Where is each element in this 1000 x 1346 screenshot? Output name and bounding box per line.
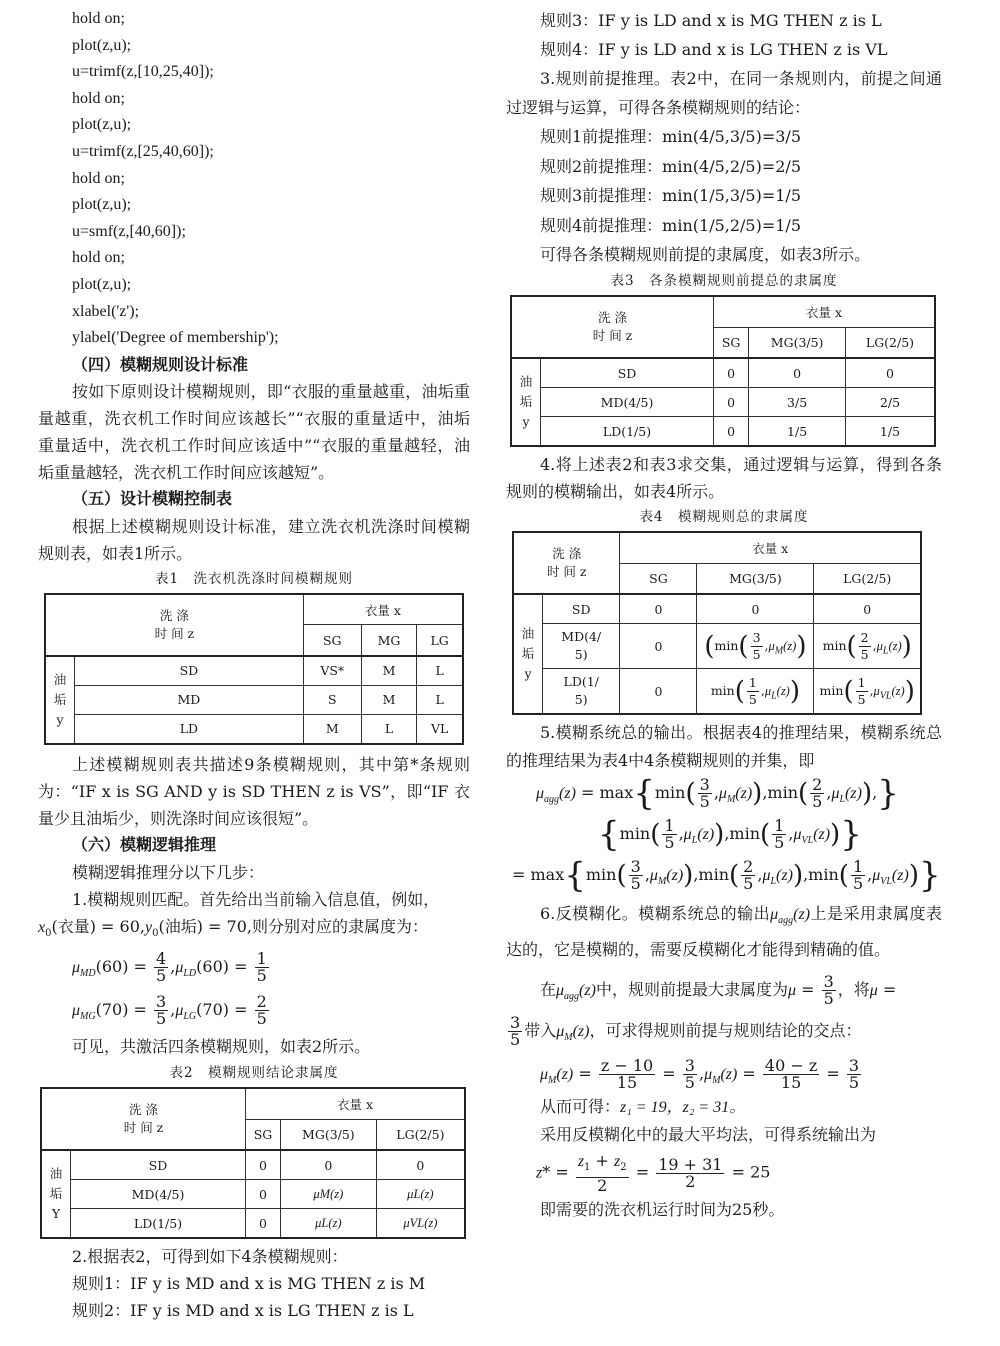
table1-cell: M bbox=[361, 685, 417, 714]
rule4-line: 规则4：IF y is LD and x is LG THEN z is VL bbox=[540, 40, 888, 59]
step6-paragraph: 6.反模糊化。模糊系统总的输出$\mu_{agg}(z)$上是采用隶属度表达的，它是模糊的，需要反模糊化才能得到精确的值。 bbox=[506, 903, 942, 959]
aggregation-equation-2: {min( $\frac{1}{5}$ $,\mu_L(z)),\min$( $\frac{1}{5}$ $,\mu_{VL}(z)$)} bbox=[598, 814, 862, 855]
section-5-paragraph: 根据上述模糊规则设计标准，建立洗衣机洗涤时间模糊规则表，如表1所示。 bbox=[38, 516, 470, 563]
code-line: ylabel('Degree of membership'); bbox=[72, 329, 279, 347]
aggregation-equation-3: = max{min( $\frac{3}{5}$ $,\mu_M(z)),\min$( $\frac{2}{5}$ $,\mu_L(z)),\min$( $\frac{1}{5}$ $,\mu_{VL}(z)$)} bbox=[512, 855, 941, 896]
code-line: plot(z,u); bbox=[72, 36, 132, 54]
table1-cell: VS* bbox=[303, 656, 361, 686]
table4-x-header: 衣量 x bbox=[620, 532, 921, 563]
defuzz-line-1: 在$\mu_{agg}(z)$中，规则前提最大隶属度为μ = $\frac{3}{5}$ ，将μ = bbox=[540, 971, 897, 1008]
step1-inputs: $x_0$(衣量) = $60,y_0$(油垢) = 70,则分别对应的隶属度为： bbox=[38, 916, 428, 939]
table1-cell: M bbox=[303, 714, 361, 744]
table4-col: MG(3/5) bbox=[697, 563, 814, 594]
premise-2: 规则2前提推理：min(4/5,2/5)=2/5 bbox=[540, 156, 802, 176]
table3-col: SG bbox=[714, 327, 749, 358]
table4-caption: 表4 模糊规则总的隶属度 bbox=[639, 509, 809, 525]
table3-cell: 3/5 bbox=[749, 388, 846, 417]
table1-col: MG bbox=[361, 625, 417, 656]
code-line: plot(z,u); bbox=[72, 116, 132, 134]
table1-corner: 洗 涤 时 间 z bbox=[45, 594, 303, 656]
equation-2: $\mu_{MG}(70)$ = $\frac{3}{5}$ $,\mu_{LG}(70)$ = $\frac{2}{5}$ bbox=[72, 991, 267, 1028]
table3-cell: 0 bbox=[714, 358, 749, 388]
table3-cell: 2/5 bbox=[845, 388, 935, 417]
code-line: hold on; bbox=[72, 89, 125, 107]
table1-caption: 表1 洗衣机洗涤时间模糊规则 bbox=[154, 570, 354, 587]
right-column bbox=[506, 6, 942, 1224]
table2-cell: 0 bbox=[376, 1150, 465, 1180]
table2-corner: 洗 涤 时 间 z bbox=[41, 1088, 246, 1150]
table4 bbox=[512, 531, 922, 715]
table3-cell: 0 bbox=[749, 358, 846, 388]
step2-line: 2.根据表2，可得到如下4条模糊规则： bbox=[72, 1247, 348, 1267]
table2-row-label: MD(4/5) bbox=[71, 1180, 246, 1209]
table3-corner: 洗 涤 时 间 z bbox=[511, 296, 714, 358]
table4-y-header: 油 垢 y bbox=[513, 594, 543, 714]
aggregation-equation-1: $\mu_{agg}(z) = \max\{\min$( $\frac{3}{5}$ $,\mu_M(z)),\min$( $\frac{2}{5}$ $,\mu_L(z)$),} bbox=[536, 773, 899, 814]
step3-end: 可得各条模糊规则前提的隶属度，如表3所示。 bbox=[540, 245, 871, 264]
table2-x-header: 衣量 x bbox=[246, 1088, 465, 1119]
table1-cell: VL bbox=[417, 714, 463, 744]
intersection-equation: $\mu_M(z)$ = $\frac{z - 10}{15}$ = $\frac{3}{5}$ $,\mu_M(z)$ = $\frac{40 - z}{15}$ = $\frac{3}{5}$ bbox=[540, 1056, 860, 1093]
after-table1-paragraph: 上述模糊规则表共描述9条模糊规则，其中第*条规则为：“IF x is SG AND y is SD THEN z is VS”，即“IF 衣量少且油垢少，则洗涤时间应该很短”。 bbox=[38, 754, 470, 828]
table2-col: LG(2/5) bbox=[376, 1119, 465, 1150]
table4-row-label: LD(1/ 5) bbox=[543, 669, 620, 715]
table2-col: MG(3/5) bbox=[280, 1119, 376, 1150]
premise-1: 规则1前提推理：min(4/5,3/5)=3/5 bbox=[540, 127, 802, 146]
table3-x-header: 衣量 x bbox=[714, 296, 935, 327]
table4-cell: 0 bbox=[697, 594, 814, 624]
rule1-line: 规则1：IF y is MD and x is MG THEN z is M bbox=[72, 1274, 426, 1294]
table2 bbox=[40, 1087, 466, 1239]
code-line: plot(z,u); bbox=[72, 196, 132, 214]
table2-cell: μVL(z) bbox=[376, 1209, 465, 1239]
table4-corner: 洗 涤 时 间 z bbox=[513, 532, 620, 594]
table3-col: MG(3/5) bbox=[749, 327, 846, 358]
table4-cell: (min( $\frac{3}{5}$ $,\mu_M(z)$) bbox=[697, 624, 814, 669]
table3-col: LG(2/5) bbox=[845, 327, 935, 358]
rule3-line: 规则3：IF y is LD and x is MG THEN z is L bbox=[540, 11, 882, 30]
table1-col: LG bbox=[417, 625, 463, 656]
table2-cell: μL(z) bbox=[376, 1180, 465, 1209]
code-line: u=trimf(z,[25,40,60]); bbox=[72, 142, 214, 160]
code-line: hold on; bbox=[72, 169, 125, 187]
step5-paragraph: 5.模糊系统总的输出。根据表4的推理结果，模糊系统总的推理结果为表4中4条模糊规则的并集，即 bbox=[506, 723, 942, 770]
section-4-paragraph: 按如下原则设计模糊规则，即“衣服的重量越重，油垢重量越重，洗衣机工作时间应该越长”“衣服的重量适中，油垢重量适中，洗衣机工作时间应该适中”“衣服的重量越轻，油垢重量越轻，洗衣机工作时间应该越短”。 bbox=[38, 382, 470, 483]
table2-cell: 0 bbox=[246, 1150, 281, 1180]
table3-cell: 0 bbox=[714, 388, 749, 417]
table1-col: SG bbox=[303, 625, 361, 656]
rule2-line: 规则2：IF y is MD and x is LG THEN z is L bbox=[72, 1301, 414, 1321]
table3-cell: 0 bbox=[845, 358, 935, 388]
table4-cell: min( $\frac{1}{5}$ $,\mu_{VL}(z)$) bbox=[814, 669, 921, 715]
step3-paragraph: 3.规则前提推理。表2中，在同一条规则内，前提之间通过逻辑与运算，可得各条模糊规则的结论： bbox=[506, 69, 942, 117]
code-line: u=trimf(z,[10,25,40]); bbox=[72, 63, 214, 81]
table1-x-header: 衣量 x bbox=[303, 594, 463, 625]
table4-cell: 0 bbox=[620, 594, 697, 624]
result-line: 从而可得：z₁ = 19，z₂ = 31。 bbox=[540, 1097, 746, 1117]
table4-cell: min( $\frac{2}{5}$ $,\mu_L(z)$) bbox=[814, 624, 921, 669]
section-5-title: （五）设计模糊控制表 bbox=[72, 489, 233, 509]
table1-cell: L bbox=[417, 685, 463, 714]
table2-cell: 0 bbox=[246, 1209, 281, 1239]
premise-4: 规则4前提推理：min(1/5,2/5)=1/5 bbox=[540, 215, 802, 235]
table3-caption: 表3 各条模糊规则前提总的隶属度 bbox=[610, 273, 838, 289]
defuzz-line-2: $\frac{3}{5}$ 带入$\mu_M(z)$，可求得规则前提与规则结论的交点： bbox=[510, 1012, 862, 1049]
table1-cell: M bbox=[361, 656, 417, 686]
table3 bbox=[510, 295, 936, 447]
table2-cell: 0 bbox=[246, 1180, 281, 1209]
final-line: 即需要的洗衣机运行时间为25秒。 bbox=[540, 1199, 785, 1219]
table3-cell: 1/5 bbox=[749, 417, 846, 447]
code-line: xlabel('z'); bbox=[72, 302, 140, 320]
matlab-code-block bbox=[38, 6, 470, 352]
table1-y-header: 油 垢 y bbox=[45, 656, 75, 744]
code-line: hold on; bbox=[72, 249, 125, 267]
code-line: u=smf(z,[40,60]); bbox=[72, 222, 186, 240]
table3-row-label: MD(4/5) bbox=[541, 388, 714, 417]
section-6-line: 模糊逻辑推理分以下几步： bbox=[72, 862, 265, 882]
table4-col: LG(2/5) bbox=[814, 563, 921, 594]
table4-cell: 0 bbox=[620, 624, 697, 669]
table1 bbox=[44, 593, 464, 745]
table1-row-label: SD bbox=[75, 656, 304, 686]
table1-cell: L bbox=[417, 656, 463, 686]
table3-row-label: SD bbox=[541, 358, 714, 388]
table3-row-label: LD(1/5) bbox=[541, 417, 714, 447]
table2-row-label: LD(1/5) bbox=[71, 1209, 246, 1239]
code-line: plot(z,u); bbox=[72, 275, 132, 293]
activate-line: 可见，共激活四条模糊规则，如表2所示。 bbox=[72, 1037, 371, 1057]
table4-cell: 0 bbox=[814, 594, 921, 624]
table3-cell: 1/5 bbox=[845, 417, 935, 447]
table4-cell: min( $\frac{1}{5}$ $,\mu_L(z)$) bbox=[697, 669, 814, 715]
table4-cell: 0 bbox=[620, 669, 697, 715]
table2-cell: μL(z) bbox=[280, 1209, 376, 1239]
table1-row-label: LD bbox=[75, 714, 304, 744]
table2-y-header: 油 垢 Y bbox=[41, 1150, 71, 1238]
code-line: hold on; bbox=[72, 10, 125, 27]
premise-3: 规则3前提推理：min(1/5,3/5)=1/5 bbox=[540, 186, 802, 205]
section-6-title: （六）模糊逻辑推理 bbox=[72, 834, 217, 854]
left-column bbox=[38, 6, 470, 1324]
table2-caption: 表2 模糊规则结论隶属度 bbox=[169, 1065, 339, 1082]
table4-col: SG bbox=[620, 563, 697, 594]
table2-cell: μM(z) bbox=[280, 1180, 376, 1209]
zstar-equation: z* = $\frac{z_1 + z_2}{2}$ = $\frac{19 + 31}{2}$ = 25 bbox=[536, 1151, 771, 1195]
method-line: 采用反模糊化中的最大平均法，可得系统输出为 bbox=[540, 1125, 877, 1145]
table4-row-label: SD bbox=[543, 594, 620, 624]
table4-row-label: MD(4/ 5) bbox=[543, 624, 620, 669]
table2-col: SG bbox=[246, 1119, 281, 1150]
equation-1: $\mu_{MD}(60)$ = $\frac{4}{5}$ $,\mu_{LD}(60)$ = $\frac{1}{5}$ bbox=[72, 948, 267, 985]
table1-cell: L bbox=[361, 714, 417, 744]
table2-cell: 0 bbox=[280, 1150, 376, 1180]
step1-line: 1.模糊规则匹配。首先给出当前输入信息值，例如， bbox=[72, 889, 440, 909]
table1-row-label: MD bbox=[75, 685, 304, 714]
table3-cell: 0 bbox=[714, 417, 749, 447]
table1-cell: S bbox=[303, 685, 361, 714]
step4-paragraph: 4.将上述表2和表3求交集，通过逻辑与运算，得到各条规则的模糊输出，如表4所示。 bbox=[506, 455, 942, 501]
table2-row-label: SD bbox=[71, 1150, 246, 1180]
section-4-title: （四）模糊规则设计标准 bbox=[72, 354, 249, 374]
table3-y-header: 油 垢 y bbox=[511, 358, 541, 446]
